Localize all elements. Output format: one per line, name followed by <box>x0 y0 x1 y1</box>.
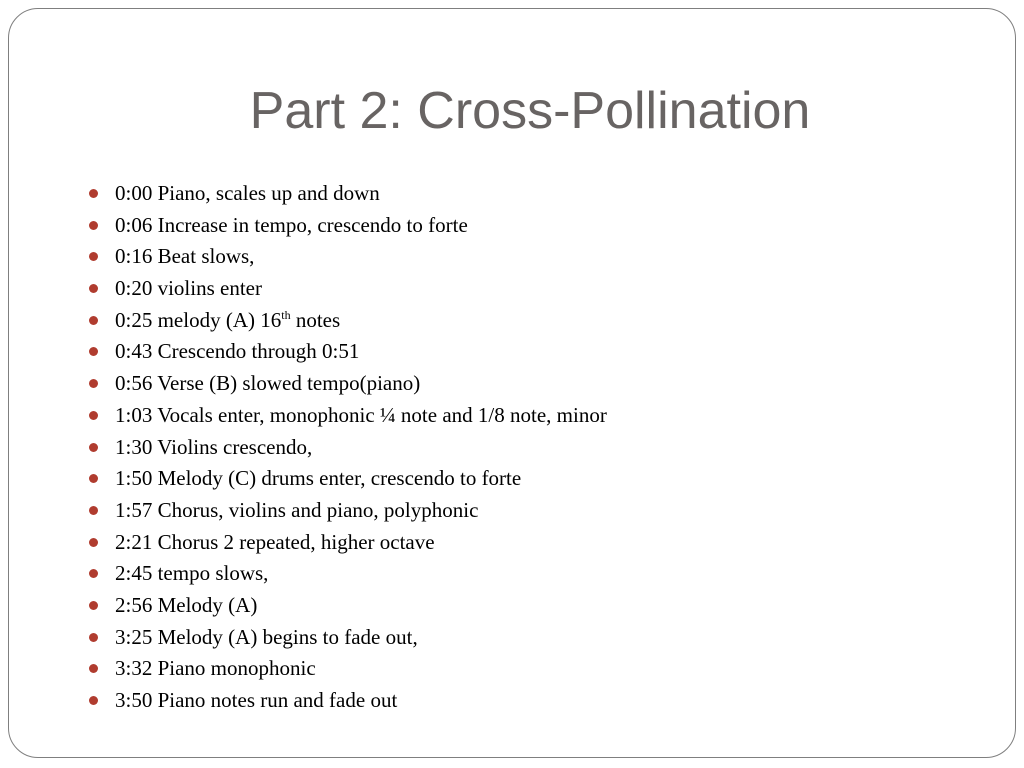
list-item <box>89 210 607 242</box>
list-item-text: 1:57 Chorus, violins and piano, polyphonic <box>115 497 479 522</box>
slide-title: Part 2: Cross-Pollination <box>249 82 811 140</box>
list-item-text: 1:50 Melody (C) drums enter, crescendo to forte <box>115 466 522 491</box>
bullet-dot-icon <box>89 664 98 673</box>
bullet-dot-icon <box>89 316 98 325</box>
list-item-text: 1:30 Violins crescendo, <box>115 434 313 459</box>
list-item-text: 0:43 Crescendo through 0:51 <box>115 339 360 364</box>
bullet-dot-icon <box>89 221 98 230</box>
list-item-text: 0:16 Beat slows, <box>115 244 255 269</box>
list-item <box>89 432 607 464</box>
list-item <box>89 305 607 337</box>
list-item-text-after: notes <box>290 307 341 332</box>
bullet-dot-icon <box>89 443 98 452</box>
bullet-dot-icon <box>89 379 98 388</box>
list-item <box>89 622 607 654</box>
bullet-dot-icon <box>89 633 98 642</box>
bullet-dot-icon <box>89 601 98 610</box>
bullet-dot-icon <box>89 189 98 198</box>
list-item <box>89 178 607 210</box>
list-item <box>89 273 607 305</box>
list-item-text: 0:06 Increase in tempo, crescendo to forte <box>115 212 468 237</box>
list-item-text: 0:25 melody (A) 16 <box>115 307 282 332</box>
bullet-list <box>89 178 607 717</box>
bullet-dot-icon <box>89 347 98 356</box>
bullet-dot-icon <box>89 506 98 515</box>
superscript: th <box>281 307 291 322</box>
bullet-dot-icon <box>89 411 98 420</box>
list-item-text: 2:56 Melody (A) <box>115 592 258 617</box>
list-item <box>89 400 607 432</box>
list-item <box>89 336 607 368</box>
list-item-text: 1:03 Vocals enter, monophonic ¼ note and 1/8 note, minor <box>115 402 607 427</box>
list-item-text: 3:25 Melody (A) begins to fade out, <box>115 624 418 649</box>
list-item-text: 2:45 tempo slows, <box>115 561 269 586</box>
list-item-text: 0:00 Piano, scales up and down <box>115 181 380 205</box>
bullet-dot-icon <box>89 284 98 293</box>
list-item <box>89 495 607 527</box>
bullet-dot-icon <box>89 474 98 483</box>
list-item <box>89 368 607 400</box>
list-item <box>89 653 607 685</box>
list-item-text: 0:56 Verse (B) slowed tempo(piano) <box>115 371 421 396</box>
list-item-text: 3:32 Piano monophonic <box>115 656 316 681</box>
list-item <box>89 463 607 495</box>
list-item <box>89 685 607 717</box>
bullet-dot-icon <box>89 569 98 578</box>
list-item <box>89 241 607 273</box>
list-item-text: 2:21 Chorus 2 repeated, higher octave <box>115 529 435 554</box>
list-item <box>89 558 607 590</box>
list-item <box>89 527 607 559</box>
bullet-dot-icon <box>89 696 98 705</box>
bullet-dot-icon <box>89 252 98 261</box>
list-item-text: 0:20 violins enter <box>115 276 262 301</box>
list-item <box>89 590 607 622</box>
bullet-dot-icon <box>89 538 98 547</box>
list-item-text: 3:50 Piano notes run and fade out <box>115 688 398 712</box>
